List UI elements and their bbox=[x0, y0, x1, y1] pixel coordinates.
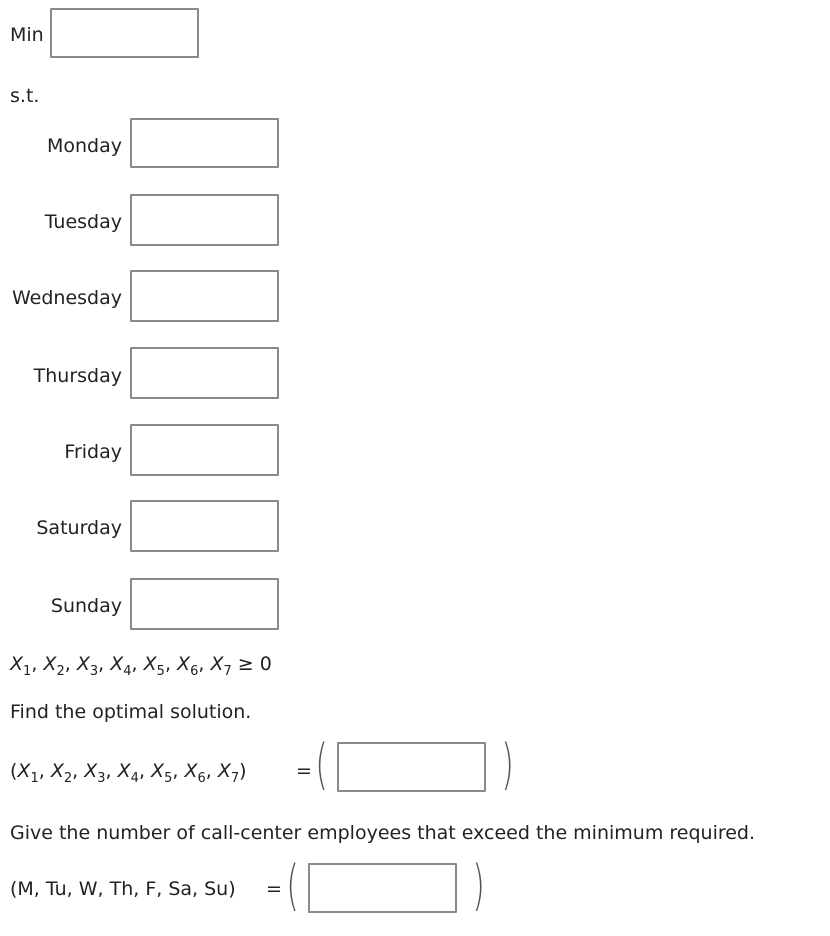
constraint-label-friday: Friday bbox=[64, 441, 122, 463]
nonnegativity-constraint: $X_1$, $X_2$, $X_3$, $X_4$, $X_5$, $X_6$, $X_7 \ge 0$ bbox=[10, 653, 272, 679]
constraint-input-friday[interactable] bbox=[130, 424, 279, 476]
surplus-equals: = bbox=[266, 878, 282, 900]
surplus-input[interactable] bbox=[308, 863, 457, 913]
optimal-equals: = bbox=[296, 760, 312, 782]
surplus-prompt: Give the number of call-center employees that exceed the minimum required. bbox=[10, 822, 756, 844]
constraint-input-wednesday[interactable] bbox=[130, 270, 279, 322]
constraint-input-saturday[interactable] bbox=[130, 500, 279, 552]
constraint-input-tuesday[interactable] bbox=[130, 194, 279, 246]
constraint-label-thursday: Thursday bbox=[33, 365, 122, 387]
constraint-input-monday[interactable] bbox=[130, 118, 279, 168]
constraint-label-sunday: Sunday bbox=[50, 595, 122, 617]
constraint-input-thursday[interactable] bbox=[130, 347, 279, 399]
optimal-prompt: Find the optimal solution. bbox=[10, 701, 252, 723]
constraint-label-tuesday: Tuesday bbox=[44, 211, 122, 233]
objective-input[interactable] bbox=[50, 8, 199, 58]
st-label: s.t. bbox=[10, 85, 40, 107]
surplus-tuple-label: (M, Tu, W, Th, F, Sa, Su) bbox=[10, 878, 236, 900]
surplus-close-paren: ) bbox=[472, 854, 485, 917]
constraint-label-saturday: Saturday bbox=[36, 517, 122, 539]
constraint-label-monday: Monday bbox=[46, 135, 122, 157]
min-label: Min bbox=[10, 24, 44, 46]
surplus-open-paren: ( bbox=[286, 854, 299, 917]
constraint-input-sunday[interactable] bbox=[130, 578, 279, 630]
constraint-label-wednesday: Wednesday bbox=[11, 287, 122, 309]
optimal-close-paren: ) bbox=[501, 733, 514, 796]
optimal-tuple-label: ($X_1$, $X_2$, $X_3$, $X_4$, $X_5$, $X_6$, $X_7$) bbox=[10, 760, 247, 786]
optimal-solution-input[interactable] bbox=[337, 742, 486, 792]
optimal-open-paren: ( bbox=[315, 733, 328, 796]
